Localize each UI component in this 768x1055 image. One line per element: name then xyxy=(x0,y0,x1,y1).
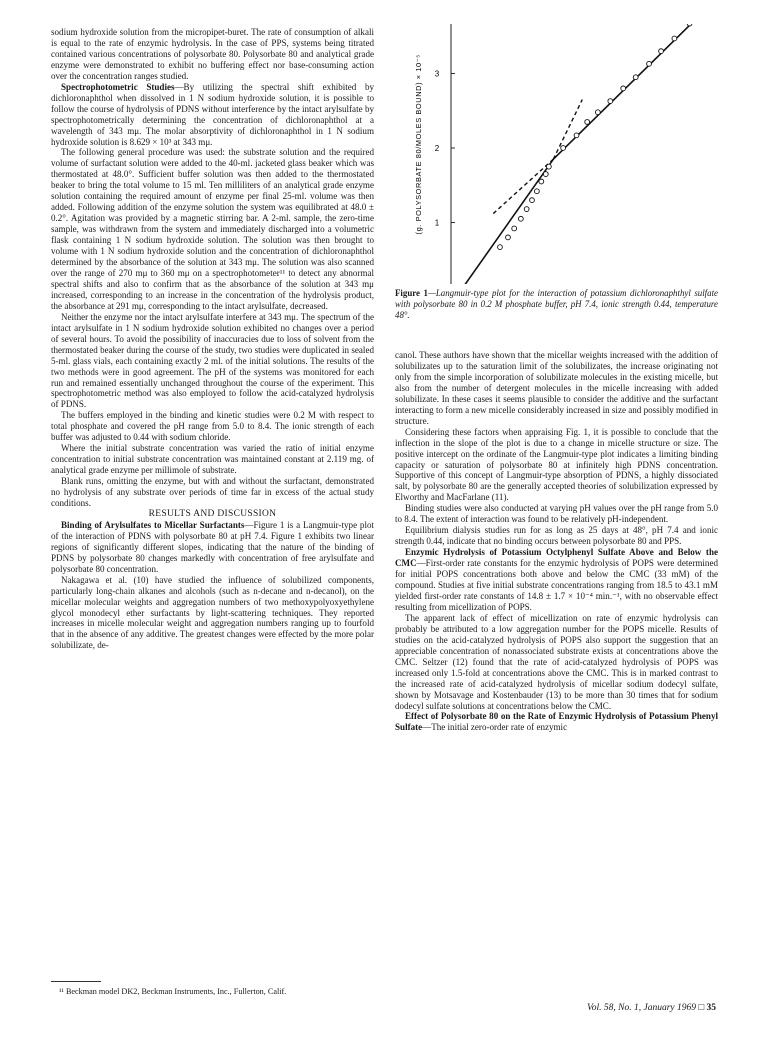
paragraph: Blank runs, omitting the enzyme, but with and without the surfactant, demonstrated no hydrolysis of any substrate over periods of time far in excess of the actual study conditions. xyxy=(51,476,374,508)
paragraph-text: —The initial zero-order rate of enzymic xyxy=(422,722,568,733)
run-in-heading: Enzymic Hydrolysis of Potassium Octylphenyl Sulfate Above and Below the CMC xyxy=(395,547,718,569)
extrapolation-lower xyxy=(493,159,553,213)
data-point xyxy=(498,245,503,250)
figure-1 xyxy=(395,24,718,320)
y-axis-label: (g. POLYSORBATE 80/MOLES BOUND) × 10⁻⁵ xyxy=(414,54,423,235)
page-folio xyxy=(587,1003,716,1013)
left-column xyxy=(51,27,374,651)
box-glyph: □ xyxy=(698,1003,705,1013)
paragraph: Nakagawa et al. (10) have studied the influence of solubilized components, particularly long-chain alkanes and alcohols (such as n-decane and n-decanol), on the micellar molecular weights and aggregation numbers of two methoxypolyoxyethylene glycol monodecyl ether surfactants by light-scattering techniques. They reported increases in micelle molecular weight and aggregation numbers ranging up to fourfold that in the absence of any additive. The greatest changes were effected by the more polar solubilizate, de- xyxy=(51,574,374,651)
data-point xyxy=(534,189,539,194)
paragraph: The buffers employed in the binding and kinetic studies were 0.2 M with respect to total phosphate and covered the pH range from 5.0 to 8.4. The ionic strength of each buffer was adjusted to 0.44 with sodium chloride. xyxy=(51,410,374,443)
data-point xyxy=(595,110,600,115)
paragraph-text: —First-order rate constants for the enzymic hydrolysis of POPS were determined for initial POPS concentrations both above and below the CMC (33 mM) of the compound. Studies at five initial substrate concentrations ranging from 18.5 to 43.1 mM yielded first-order rate constants of 14.8 ± 1.7 × 10⁻⁴ min.⁻¹, with no observable effect resulting from micellization of POPS. xyxy=(395,558,718,612)
right-column xyxy=(395,350,718,733)
data-point xyxy=(530,198,535,203)
data-point xyxy=(621,86,626,91)
caption-text: —Langmuir-type plot for the interaction of potassium dichloronaphthyl sulfate with polysorbate 80 in 0.2 M phosphate buffer, pH 7.4, ionic strength 0.44, temperature 48°. xyxy=(395,288,718,320)
footnote-text: ¹¹ Beckman model DK2, Beckman Instruments, Inc., Fullerton, Calif. xyxy=(59,987,287,996)
data-point xyxy=(633,75,638,80)
run-in-heading: Spectrophotometric Studies xyxy=(61,81,175,92)
paragraph: The following general procedure was used: the substrate solution and the required volume of surfactant solution were added to the 40-ml. jacketed glass beaker which was thermostated at 48.0°. Sufficient buffer solution was then added to the thermostated beaker to bring the total volume to 15 ml. Ten milliliters of an analytical grade enzyme solution containing the required amount of enzyme per final 25-ml. volume was then added. Following addition of the enzyme solution the system was equilibrated at 48.0 ± 0.2°. Agitation was provided by a magnetic stirring bar. A 2-ml. sample, the zero-time sample, was withdrawn from the system and immediately discharged into a volumetric flask containing 1 N sodium hydroxide solution. The solution was then brought to volume with 1 N sodium hydroxide solution and the concentration of dichloronaphthol determined by the absorbance of the solution at 343 mμ. The solution was also scanned over the range of 270 mμ to 360 mμ on a spectrophotometer¹¹ to detect any abnormal spectral shifts and also to confirm that as the absorbance of the solution at 343 mμ increased, corresponding to an increase in the concentration of the hydrolysis product, the absorbance at 291 mμ, corresponding to the intact arylsulfate, decreased. xyxy=(51,147,374,311)
data-point xyxy=(672,36,677,41)
caption-label: Figure 1 xyxy=(395,288,428,298)
run-in-heading: Binding of Arylsulfates to Micellar Surfactants xyxy=(61,519,245,530)
run-in-heading: Effect of Polysorbate 80 on the Rate of Enzymic Hydrolysis of Potassium Phenyl Sulfate xyxy=(395,711,718,733)
data-point xyxy=(585,120,590,125)
paragraph: The apparent lack of effect of micellization on rate of enzymic hydrolysis can probably be attributed to a low aggregation number for the POPS micelle. Results of studies on the acid-catalyzed hydrolysis of POPS also support the suggestion that an appreciable concentration of nonassociated substrate exists at concentrations above the CMC. Seltzer (12) found that the rate of acid-catalyzed hydrolysis of POPS was increased only 1.5-fold at concentrations above the CMC. This is in marked contrast to the increased rate of acid-catalyzed hydrolysis of micellar sodium dodecyl sulfate, shown by Motsavage and Kostenbauder (13) to be more than 30 times that for sodium dodecyl sulfate solutions at concentrations below the CMC. xyxy=(395,612,718,711)
page-number: 35 xyxy=(706,1003,716,1013)
paragraph: Where the initial substrate concentration was varied the ratio of initial enzyme concentration to initial substrate concentration was maintained constant at 2.119 mg. of analytical grade enzyme per millimole of substrate. xyxy=(51,443,374,476)
langmuir-plot xyxy=(395,24,718,284)
extrapolation-upper xyxy=(553,100,582,160)
paragraph xyxy=(51,520,374,575)
data-point xyxy=(543,172,548,177)
data-point xyxy=(547,164,552,169)
data-point xyxy=(574,133,579,138)
footnote xyxy=(51,981,374,997)
paragraph: Neither the enzyme nor the intact arylsulfate interfere at 343 mμ. The spectrum of the intact arylsulfate in 1 N sodium hydroxide solution exhibited no changes over a period of several hours. To avoid the possibility of inaccuracies due to loss of solvent from the thermostated beaker during the course of the study, two studies were duplicated in sealed 5-ml. glass vials, each containing exactly 2 ml. of the initial solutions. The results of the two methods were in good agreement. The pH of the systems was monitored for each run and remained essentially unchanged throughout the course of the experiment. This spectrophotometric method was also employed to follow the acid-catalyzed hydrolysis of PDNS. xyxy=(51,311,374,410)
fit-line-shallow xyxy=(553,24,718,159)
paragraph: canol. These authors have shown that the micellar weights increased with the addition of solubilizates up to the saturation limit of the solubilizates, the increase originating not only from the simple incorporation of solubilizate molecules in the existing micelle, but also from the number of detergent molecules in the micelle increasing with added solubilizate. In these cases it seems plausible to consider the additive and the surfactant interacting to form a new micelle considerably increased in size and possibly modified in structure. xyxy=(395,350,718,426)
paragraph: sodium hydroxide solution from the micropipet-buret. The rate of consumption of alkali is equal to the rate of enzymic hydrolysis. In the case of PPS, systems being titrated contained various concentrations of polysorbate 80. Polysorbate 80 and analytical grade enzyme were demonstrated to exhibit no buffering effect nor base-consuming action over the concentration ranges studied. xyxy=(51,27,374,81)
data-point xyxy=(539,179,544,184)
data-point xyxy=(512,226,517,231)
paragraph: Considering these factors when appraising Fig. 1, it is possible to conclude that the inflection in the slope of the plot is due to a change in micelle structure or size. The positive intercept on the ordinate of the Langmuir-type plot indicates a limiting binding capacity or saturation of polysorbate 80 at infinitely high PDNS concentration. Supportive of this concept of Langmuir-type absorption of PDNS, a highly dissociated salt, by polysorbate 80 are the generally accepted theories of solubilization expressed by Elworthy and MacFarlane (11). xyxy=(395,426,718,503)
footnote-rule xyxy=(51,981,101,982)
figure-caption xyxy=(395,288,718,320)
data-point xyxy=(647,61,652,66)
y-tick-label: 2 xyxy=(434,144,440,153)
paragraph-text: —Figure 1 is a Langmuir-type plot of the interaction of PDNS with polysorbate 80 at pH 7.4. Figure 1 exhibits two linear regions of significantly different slopes, indicating that the nature of the binding of PDNS by polysorbate 80 changes markedly with concentration of free arylsulfate and polysorbate 80 concentration. xyxy=(51,519,374,574)
paragraph xyxy=(395,547,718,613)
paragraph: Equilibrium dialysis studies run for as long as 25 days at 48°, pH 7.4 and ionic strength 0.44, indicate that no binding occurs between polysorbate 80 and PPS. xyxy=(395,525,718,547)
y-tick-label: 1 xyxy=(434,218,440,228)
paragraph xyxy=(395,711,718,733)
paragraph: Binding studies were also conducted at varying pH values over the pH range from 5.0 to 8.4. The extent of interaction was found to be relatively pH-independent. xyxy=(395,503,718,525)
journal-citation: Vol. 58, No. 1, January 1969 xyxy=(587,1003,696,1013)
data-point xyxy=(687,24,692,26)
fit-line-steep xyxy=(451,159,553,284)
data-point xyxy=(524,207,529,212)
data-point xyxy=(561,146,566,151)
section-heading: RESULTS AND DISCUSSION xyxy=(148,508,277,519)
paragraph xyxy=(51,82,374,148)
data-point xyxy=(659,49,664,54)
data-point xyxy=(506,235,511,240)
data-point xyxy=(518,216,523,221)
data-point xyxy=(608,99,613,104)
paragraph-text: —By utilizing the spectral shift exhibited by dichloronaphthol when dissolved in 1 N sodium hydroxide solution, it is possible to follow the course of hydrolysis of PDNS without interference by the intact arylsulfate by spectrophotometrically determining the concentration of dichloronaphthol at a wavelength of 343 mμ. The molar absorptivity of dichloronaphthol in 1 N sodium hydroxide solution is 8.629 × 10³ at 343 mμ. xyxy=(51,81,374,147)
y-tick-label: 3 xyxy=(434,69,440,79)
